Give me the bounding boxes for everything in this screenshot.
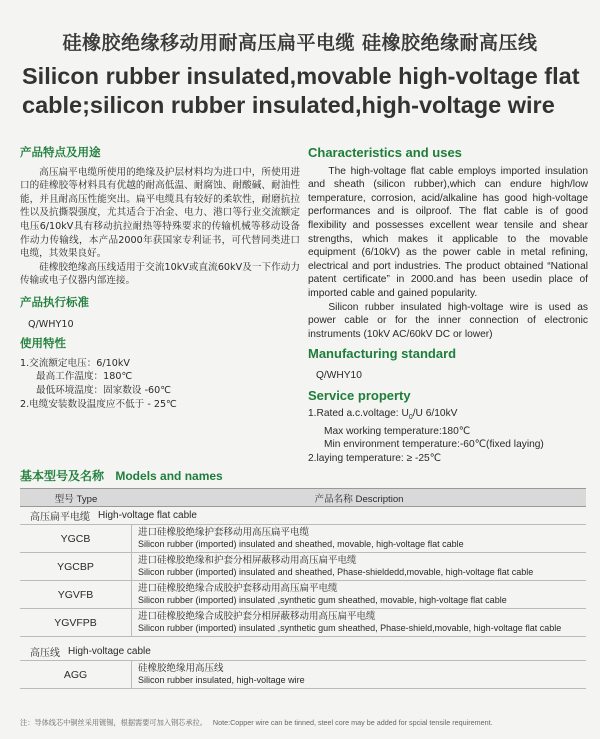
- group-wire-en: High-voltage cable: [68, 646, 151, 657]
- en-property-1-prefix: 1.Rated a.c.voltage: U: [308, 408, 409, 420]
- cn-standard-heading: 产品执行标准: [20, 294, 89, 309]
- model-code: YGCB: [20, 525, 132, 552]
- en-property-4: 2.laying temperature: ≥ -25℃: [308, 452, 442, 464]
- models-heading: [20, 467, 223, 484]
- footnote: [20, 718, 493, 728]
- cn-standard-value: Q/WHY10: [28, 318, 74, 330]
- cn-features-paragraph-1: 高压扁平电缆所使用的绝缘及护层材料均为进口中，所使用进口的硅橡胶等材料具有优越的耐高低温、耐腐蚀、耐酸碱、耐油性能，并且耐高压性能突出。扁平电缆具有较好的柔软性，耐磨抗拉性以及抗撕裂强度，尤其适合于冶金、电力、港口等行业交流额定电压6/10kV具有移动抗拉耐热等特殊要求的传输机械等移动设备作动力传输线，本产品2000年获国家专利证书，可代替同类进口电缆，其效果良好。: [20, 166, 300, 260]
- chinese-column: [20, 146, 300, 411]
- group-wire-cn: 高压线: [30, 648, 60, 659]
- cn-property-1: 1.交流额定电压：6/10kV: [20, 357, 130, 369]
- group-flat-cable-en: High-voltage flat cable: [98, 510, 197, 521]
- title-english-line2: cable;silicon rubber insulated,high-voltage wire: [22, 92, 555, 118]
- col-type-header: 型号 Type: [54, 493, 98, 505]
- model-description: [132, 609, 586, 636]
- model-description-en: Silicon rubber (imported) insulated ,synthetic gum sheathed, movable, high-voltage flat cable: [138, 594, 507, 605]
- table-row: [20, 525, 586, 553]
- model-description: [132, 553, 586, 580]
- models-heading-en: Models and names: [115, 469, 223, 483]
- model-code: YGVFB: [20, 581, 132, 608]
- en-property-heading: Service property: [308, 387, 411, 403]
- en-features-heading: Characteristics and uses: [308, 145, 462, 160]
- model-description-cn: 进口硅橡胶绝缘合成胶护套分相屏蔽移动用高压扁平电缆: [138, 611, 376, 622]
- title-english-line1: Silicon rubber insulated,movable high-voltage flat: [22, 63, 580, 89]
- title-english: [22, 62, 590, 120]
- en-features-paragraph-2: Silicon rubber insulated high-voltage wire is used as power cable or for the inner connection of electronic instruments (10kV AC/60kV DC or lower): [308, 301, 588, 340]
- en-property-1-suffix: /U 6/10kV: [412, 408, 458, 420]
- table-header: [20, 488, 586, 507]
- en-property-2: Max working temperature:180℃: [324, 425, 471, 437]
- table-row: [20, 661, 586, 689]
- en-property-1: [308, 407, 588, 425]
- model-description-cn: 进口硅橡胶绝缘和护套分相屏蔽移动用高压扁平电缆: [138, 555, 357, 566]
- model-description-en: Silicon rubber (imported) insulated and sheathed, Phase-shieldedd,movable, high-voltage flat cable: [138, 566, 534, 577]
- group-flat-cable-cn: 高压扁平电缆: [30, 512, 90, 523]
- cn-features-paragraph-2: 硅橡胶绝缘高压线适用于交流10kV或直流60kV及一下作动力传输或电子仪器内部连接。: [20, 261, 300, 287]
- model-description-cn: 硅橡胶绝缘用高压线: [138, 663, 224, 674]
- col-description-header: 产品名称 Description: [314, 493, 404, 505]
- table-row: [20, 609, 586, 637]
- en-property-3: Min environment temperature:-60℃(fixed laying): [324, 439, 544, 451]
- model-description: [132, 525, 586, 552]
- model-code: AGG: [20, 661, 132, 688]
- title-chinese: 硅橡胶绝缘移动用耐高压扁平电缆 硅橡胶绝缘耐高压线: [62, 32, 538, 54]
- footnote-en: Note:Copper wire can be tinned, steel core may be added for spcial tensile requirement.: [212, 718, 493, 727]
- model-description: [132, 581, 586, 608]
- model-description-en: Silicon rubber (imported) insulated and sheathed, movable, high-voltage flat cable: [138, 538, 464, 549]
- english-column: [308, 146, 588, 466]
- cn-features-heading: 产品特点及用途: [20, 145, 101, 159]
- model-code: YGCBP: [20, 553, 132, 580]
- en-property-1-subscript: 0: [408, 414, 413, 422]
- model-description-en: Silicon rubber (imported) insulated ,synthetic gum sheathed, Phase-shield,movable, high-voltage flat cable: [138, 622, 562, 633]
- table-row: [20, 553, 586, 581]
- group-wire-label: [20, 643, 586, 661]
- models-table: [20, 488, 586, 689]
- cn-property-heading: 使用特性: [20, 336, 66, 351]
- model-description-cn: 进口硅橡胶绝缘护套移动用高压扁平电缆: [138, 527, 310, 538]
- cn-property-2: 最高工作温度：180℃: [36, 371, 133, 383]
- en-standard-heading: Manufacturing standard: [308, 346, 457, 362]
- model-description: [132, 661, 586, 688]
- model-description-en: Silicon rubber insulated, high-voltage wire: [138, 674, 305, 685]
- group-flat-cable-label: [20, 507, 586, 525]
- cn-property-4: 2.电缆安装数设温度应不低于 - 25℃: [20, 398, 177, 410]
- models-heading-cn: 基本型号及名称: [20, 469, 105, 483]
- model-code: YGVFPB: [20, 609, 132, 636]
- cn-property-3: 最低环境温度：固家数设 -60℃: [36, 384, 172, 396]
- en-standard-value: Q/WHY10: [316, 369, 362, 381]
- en-features-paragraph-1: The high-voltage flat cable employs imported insulation and sheath (silicon rubber),which can endure high/low temperature, corrosion, acid/alkaline has good high-voltage performances and is oilproof. The flat cable is of good flexibility and possesses excellent wear tensile and shear strengths, which makes it applicable to the movable equipment (6/10kV) as the power cable in metal refining, electrical and port industries. The product obtained “National patent certificate” in 2000.and has been usedin place of imported cable and gained popularity.: [308, 165, 588, 299]
- model-description-cn: 进口硅橡胶绝缘合成胶护套移动用高压扁平电缆: [138, 583, 338, 594]
- table-row: [20, 581, 586, 609]
- footnote-cn: 注：导体线芯中铜丝采用镀锡，根据需要可加入钢芯承拉。: [20, 718, 207, 727]
